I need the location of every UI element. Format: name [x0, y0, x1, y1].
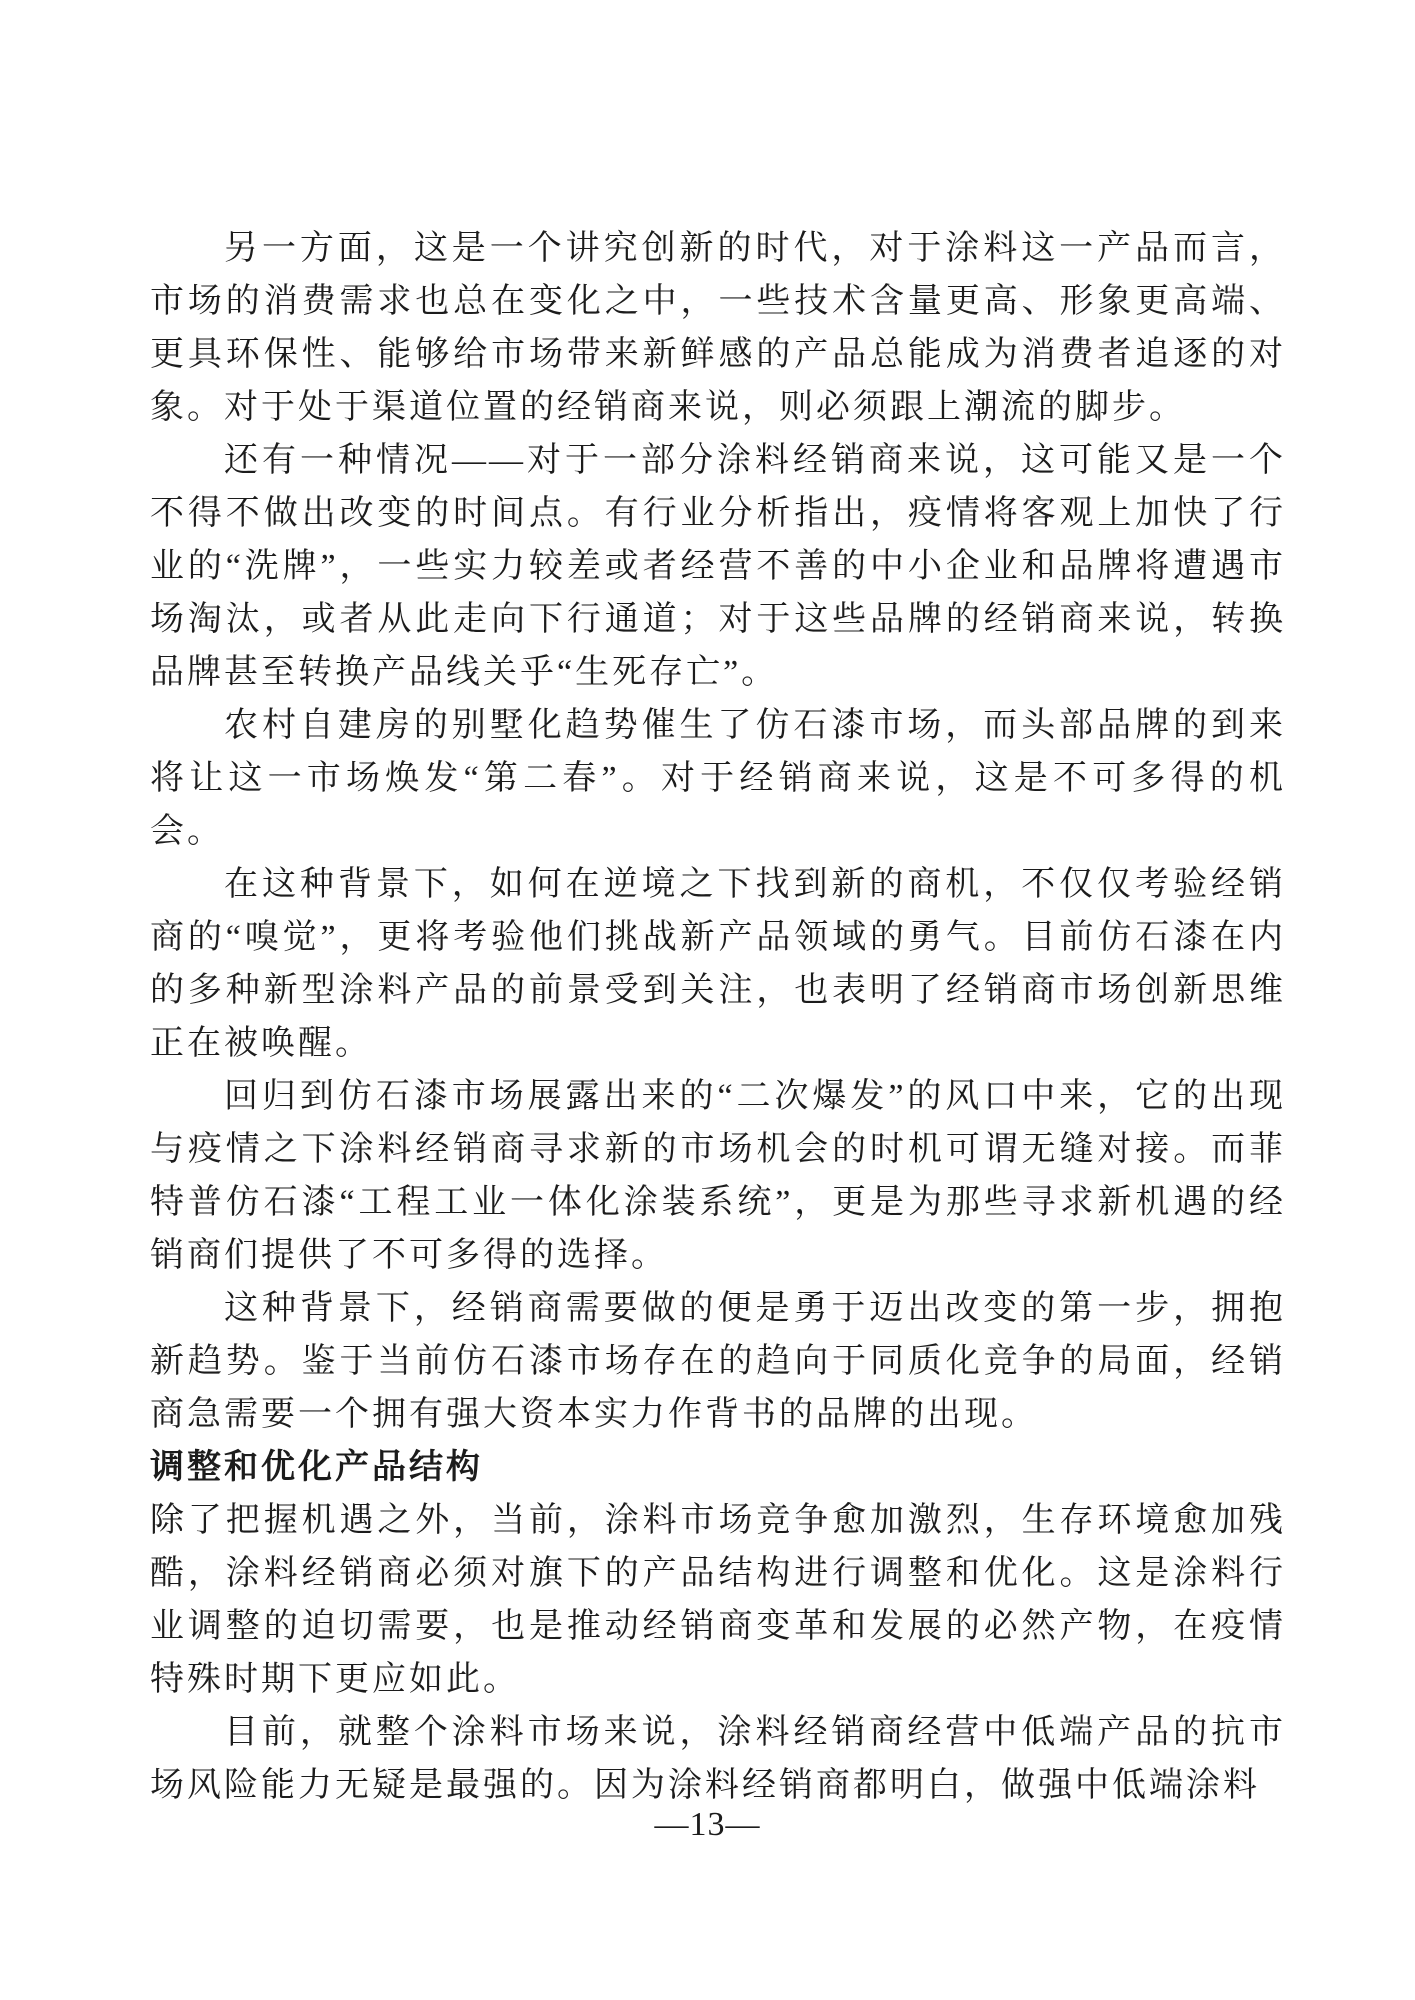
- paragraph: 目前，就整个涂料市场来说，涂料经销商经营中低端产品的抗市场风险能力无疑是最强的。因为涂料经销商都明白，做强中低端涂料: [150, 1714, 1286, 1804]
- paragraph: 回归到仿石漆市场展露出来的“二次爆发”的风口中来，它的出现与疫情之下涂料经销商寻求新的市场机会的时机可谓无缝对接。而菲特普仿石漆“工程工业一体化涂装系统”，更是为那些寻求新机遇的经销商们提供了不可多得的选择。: [150, 1078, 1286, 1274]
- paragraph: 还有一种情况——对于一部分涂料经销商来说，这可能又是一个不得不做出改变的时间点。有行业分析指出，疫情将客观上加快了行业的“洗牌”，一些实力较差或者经营不善的中小企业和品牌将遭遇市场淘汰，或者从此走向下行通道；对于这些品牌的经销商来说，转换品牌甚至转换产品线关乎“生死存亡”。: [150, 442, 1286, 691]
- paragraph: 这种背景下，经销商需要做的便是勇于迈出改变的第一步，拥抱新趋势。鉴于当前仿石漆市场存在的趋向于同质化竞争的局面，经销商急需要一个拥有强大资本实力作背书的品牌的出现。: [150, 1290, 1286, 1433]
- paragraph: 在这种背景下，如何在逆境之下找到新的商机，不仅仅考验经销商的“嗅觉”，更将考验他们挑战新产品领域的勇气。目前仿石漆在内的多种新型涂料产品的前景受到关注，也表明了经销商市场创新思维正在被唤醒。: [150, 866, 1286, 1062]
- document-page: [150, 222, 1286, 1812]
- paragraph: 农村自建房的别墅化趋势催生了仿石漆市场，而头部品牌的到来将让这一市场焕发“第二春”。对于经销商来说，这是不可多得的机会。: [150, 707, 1286, 850]
- paragraph: 除了把握机遇之外，当前，涂料市场竞争愈加激烈，生存环境愈加残酷，涂料经销商必须对旗下的产品结构进行调整和优化。这是涂料行业调整的迫切需要，也是推动经销商变革和发展的必然产物，在疫情特殊时期下更应如此。: [150, 1502, 1286, 1698]
- paragraph: 另一方面，这是一个讲究创新的时代，对于涂料这一产品而言，市场的消费需求也总在变化之中，一些技术含量更高、形象更高端、更具环保性、能够给市场带来新鲜感的产品总能成为消费者追逐的对象。对于处于渠道位置的经销商来说，则必须跟上潮流的脚步。: [150, 230, 1286, 426]
- page-number: —13—: [654, 1806, 761, 1843]
- section-heading: 调整和优化产品结构: [150, 1449, 483, 1486]
